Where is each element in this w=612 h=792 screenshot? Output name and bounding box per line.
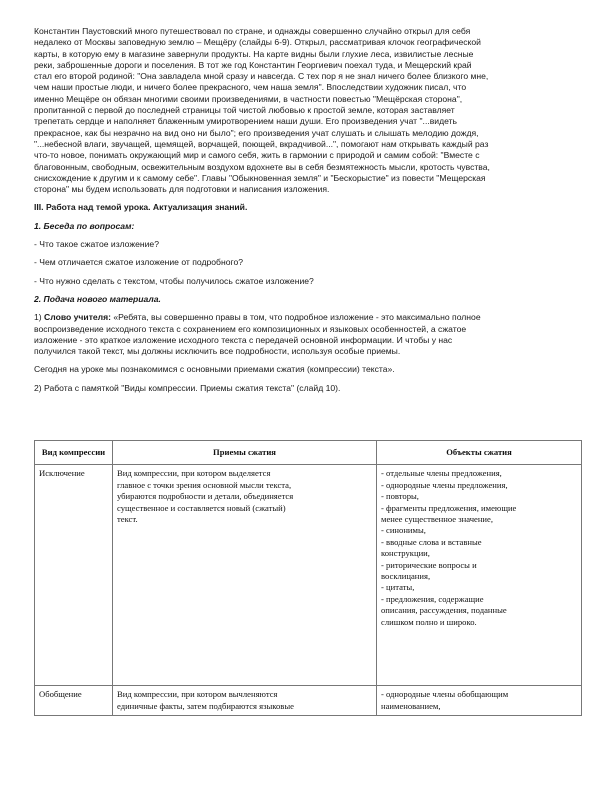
object-line: - синонимы, (381, 525, 426, 536)
header-type: Вид компрессии (35, 441, 113, 465)
intro-line: благовонным, свободным, освежительным воздухом вдохнете вы в себя безмятежность мысли, кротость чувства, (34, 161, 490, 172)
intro-line: стал его второй родиной: "Она завладела мной сразу и навсегда. С тех пор я не знал ничего более близкого мне, (34, 71, 489, 82)
question-item: - Что нужно сделать с текстом, чтобы получилось сжатое изложение? (34, 275, 314, 286)
object-line: - повторы, (381, 491, 419, 502)
object-line: менее существенное значение, (381, 514, 493, 525)
object-line: - вводные слова и вставные (381, 536, 482, 547)
intro-line: прекрасное, как бы незрачно на вид оно ни было"; его произведения учат слушать и слышать мелодию дождя, (34, 127, 479, 138)
teacher-line: получился такой текст, мы должны исключить все подробности, используя особые приемы. (34, 346, 401, 357)
method-line: Вид компрессии, при котором выделяется (117, 468, 271, 479)
intro-line: пропитанной с первой до последней страницы той чистой любовью к простой земле, которая заставляет (34, 105, 455, 116)
memo-paragraph: 2) Работа с памяткой "Виды компрессии. Приемы сжатия текста" (слайд 10). (34, 382, 341, 393)
row-type: Обобщение (35, 686, 113, 716)
document-body (34, 26, 580, 394)
object-line: слишком полно и широко. (381, 616, 477, 627)
teacher-label: Слово учителя: (44, 312, 112, 323)
compression-table (34, 440, 582, 716)
method-line: существенное и составляется новый (сжатый) (117, 502, 286, 513)
row-objects (377, 686, 582, 716)
intro-paragraph (34, 26, 580, 195)
intro-line: снисхождение к другим и к самому себе". Главы "Обыкновенная земля" и "Бескорыстие" из повести "Мещерская (34, 172, 486, 183)
object-line: конструкции, (381, 548, 430, 559)
intro-line: что-то новое, понимать окружающий мир и самого себя, жить в гармонии с природой и самим собой: "Вместе с (34, 150, 480, 161)
subsection-heading-questions: 1. Беседа по вопросам: (34, 220, 135, 231)
intro-line: недалеко от Москвы заповедную землю – Мещёру (слайды 6-9). Открыл, рассматривая клочок географической (34, 37, 481, 48)
table-row (35, 686, 582, 716)
row-method (113, 686, 377, 716)
subsection-heading-material: 2. Подача нового материала. (34, 293, 161, 304)
object-line: наименованием, (381, 700, 441, 711)
intro-line: сторона" мы будем использовать для подготовки и написания изложения. (34, 184, 330, 195)
row-method (113, 465, 377, 686)
object-line: - однородные члены обобщающим (381, 689, 509, 700)
question-item: - Чем отличается сжатое изложение от подробного? (34, 257, 244, 268)
intro-line: Константин Паустовский много путешествовал по стране, и однажды совершенно случайно открыл для себя (34, 26, 471, 36)
method-line: Вид компрессии, при котором вычленяются (117, 689, 278, 700)
row-objects (377, 465, 582, 686)
table-header-row (35, 441, 582, 465)
intro-line: реки, заброшенные дороги и поселения. В тот же год Константин Георгиевич поехал туда, и Мещерский край (34, 59, 472, 70)
method-line: текст. (117, 514, 138, 525)
question-item: - Что такое сжатое изложение? (34, 239, 159, 250)
teacher-prefix: 1) (34, 312, 45, 323)
object-line: - фрагменты предложения, имеющие (381, 502, 517, 513)
today-paragraph: Сегодня на уроке мы познакомимся с основными приемами сжатия (компрессии) текста». (34, 364, 395, 375)
method-line: убираются подробности и детали, объединяется (117, 491, 294, 502)
intro-line: "...небесной влаги, звучащей, щемящей, ворчащей, поющей, вкрадчивой...", помогают нам открывать каждый раз (34, 138, 489, 149)
object-line: восклицания, (381, 571, 431, 582)
header-methods: Приемы сжатия (113, 441, 377, 465)
object-line: - отдельные члены предложения, (381, 468, 502, 479)
teacher-paragraph (34, 312, 580, 357)
object-line: - риторические вопросы и (381, 559, 477, 570)
method-line: главное с точки зрения основной мысли текста, (117, 479, 292, 490)
teacher-text: «Ребята, вы совершенно правы в том, что подробное изложение - это максимально полное (111, 312, 481, 323)
object-line: - цитаты, (381, 582, 415, 593)
intro-line: трепетать сердце и наполняет блаженным умиротворением наши души. Его произведения учат "...видеть (34, 116, 458, 127)
object-line: описания, рассуждения, поданные (381, 605, 507, 616)
row-type: Исключение (35, 465, 113, 686)
teacher-line: изложение - это краткое изложение исходного текста с передачей основной информации. И чтобы у нас (34, 334, 453, 345)
intro-line: карты, в которую ему в магазине завернули продукты. На карте видны были глухие леса, извилистые лесные (34, 48, 474, 59)
intro-line: чем наши простые люди, и ничего более прекрасного, чем наша земля". Впоследствии художник писал, что (34, 82, 467, 93)
method-line: единичные факты, затем подбираются языковые (117, 700, 294, 711)
header-objects: Объекты сжатия (377, 441, 582, 465)
teacher-line (34, 312, 580, 323)
object-line: - однородные члены предложения, (381, 479, 508, 490)
table-row (35, 465, 582, 686)
teacher-line: воспроизведение исходного текста с сохранением его композиционных и языковых особенностей, а сжатое (34, 323, 467, 334)
section-heading: III. Работа над темой урока. Актуализация знаний. (34, 202, 248, 213)
object-line: - предложения, содержащие (381, 593, 484, 604)
intro-line: именно Мещёре он обязан многими своими произведениями, в частности повестью "Мещёрская сторона", (34, 93, 463, 104)
